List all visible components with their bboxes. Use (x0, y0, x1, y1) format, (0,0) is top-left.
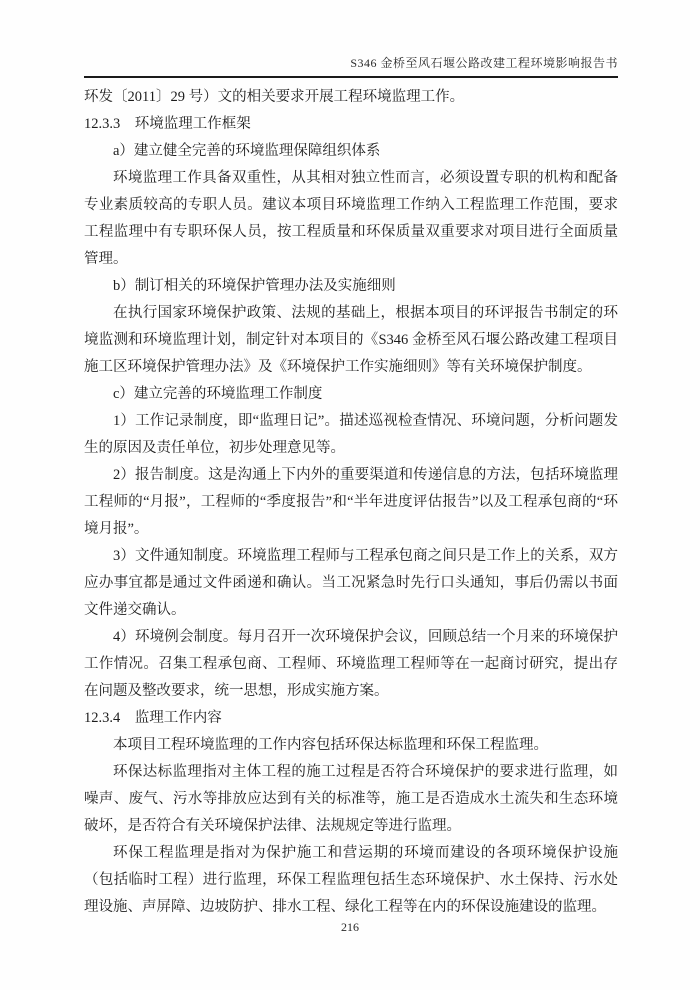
page-number: 216 (341, 920, 359, 934)
list-item-4: 4）环境例会制度。每月召开一次环境保护会议，回顾总结一个月来的环境保护工作情况。召集工程承包商、工程师、环境监理工程师等在一起商讨研究，提出存在问题及整改要求，统一思想，形成实施方案。 (84, 629, 618, 699)
section-heading-12-3-3 (84, 111, 618, 138)
section-number: 12.3.3 (84, 116, 121, 132)
list-item-a: a）建立健全完善的环境监理保障组织体系 (113, 143, 381, 159)
paragraph-continuation: 环发〔2011〕29 号）文的相关要求开展工程环境监理工作。 (84, 89, 465, 105)
running-header: S346 金桥至风石堰公路改建工程环境影响报告书 (84, 54, 618, 78)
paragraph: 环境监理工作具备双重性，从其相对独立性而言，必须设置专职的机构和配备专业素质较高的专职人员。建议本项目环境监理工作纳入工程监理工作范围，要求工程监理中有专职环保人员，按工程质量和环保质量双重要求对项目进行全面质量管理。 (84, 170, 618, 267)
section-number: 12.3.4 (84, 710, 121, 726)
section-heading-12-3-4 (84, 705, 618, 732)
list-item-b: b）制订相关的环境保护管理办法及实施细则 (113, 278, 396, 294)
list-item-c: c）建立完善的环境监理工作制度 (113, 386, 323, 402)
list-item-1: 1）工作记录制度，即“监理日记”。描述巡视检查情况、环境问题，分析问题发生的原因及责任单位，初步处理意见等。 (84, 413, 618, 456)
paragraph: 环保达标监理指对主体工程的施工过程是否符合环境保护的要求进行监理，如噪声、废气、污水等排放应达到有关的标准等，施工是否造成水土流失和生态环境破坏，是否符合有关环境保护法律、法规规定等进行监理。 (84, 764, 618, 834)
paragraph: 环保工程监理是指对为保护施工和营运期的环境而建设的各项环境保护设施（包括临时工程）进行监理，环保工程监理包括生态环境保护、水土保持、污水处理设施、声屏障、边坡防护、排水工程、绿化工程等在内的环保设施建设的监理。 (84, 845, 618, 915)
paragraph: 在执行国家环境保护政策、法规的基础上，根据本项目的环评报告书制定的环境监测和环境监理计划，制定针对本项目的《S346 金桥至风石堰公路改建工程项目施工区环境保护管理办法》及《环境保护工作实施细则》等有关环境保护制度。 (84, 305, 618, 375)
list-item-3: 3）文件通知制度。环境监理工程师与工程承包商之间只是工作上的关系，双方应办事宜都是通过文件函递和确认。当工况紧急时先行口头通知，事后仍需以书面文件递交确认。 (84, 548, 618, 618)
section-title: 环境监理工作框架 (134, 116, 251, 132)
document-body (84, 84, 618, 921)
paragraph: 本项目工程环境监理的工作内容包括环保达标监理和环保工程监理。 (113, 737, 548, 753)
section-title: 监理工作内容 (134, 710, 222, 726)
list-item-2: 2）报告制度。这是沟通上下内外的重要渠道和传递信息的方法，包括环境监理工程师的“月报”，工程师的“季度报告”和“半年进度评估报告”以及工程承包商的“环境月报”。 (84, 467, 618, 537)
